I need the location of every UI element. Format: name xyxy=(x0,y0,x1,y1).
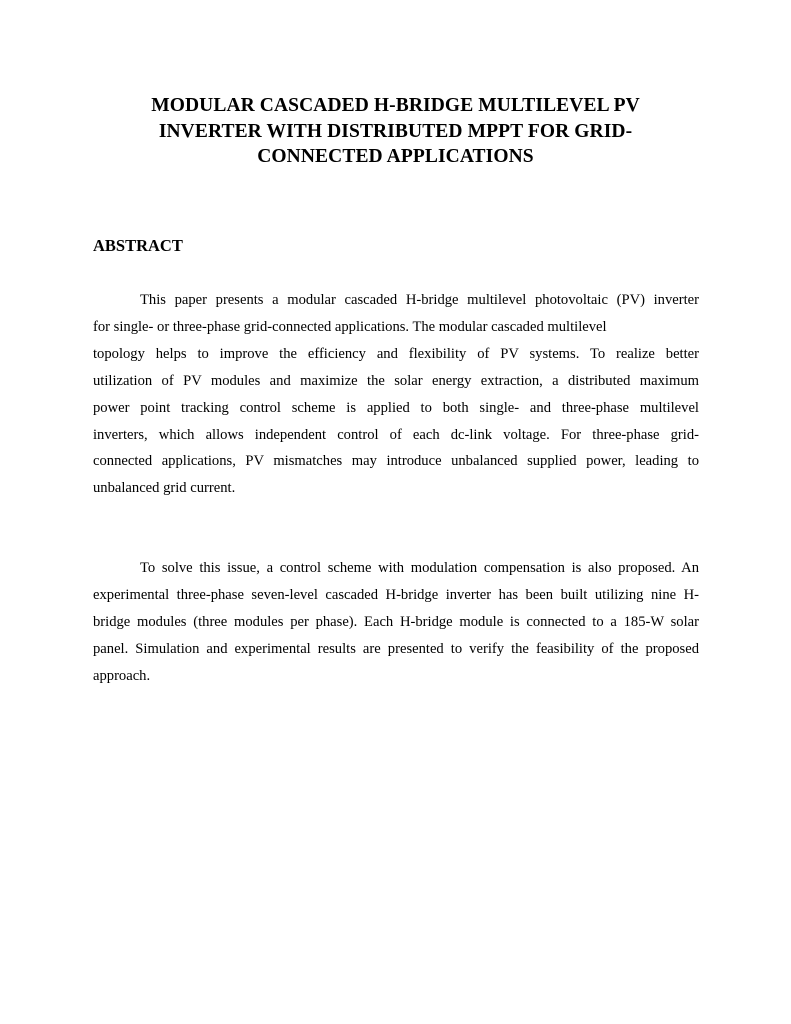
paragraph-2-line-2: experimental three-phase seven-level cascaded H-bridge inverter has been built utilizing nine H- xyxy=(93,586,699,603)
paragraph-1-line-4: utilization of PV modules and maximize the solar energy extraction, a distributed maximum xyxy=(93,372,699,389)
title-line-3: CONNECTED APPLICATIONS xyxy=(257,146,534,167)
paragraph-2-line-1: To solve this issue, a control scheme with modulation compensation is also proposed. An xyxy=(140,560,699,576)
paragraph-2-line-4: panel. Simulation and experimental results are presented to verify the feasibility of the proposed xyxy=(93,640,699,657)
paragraph-1-line-2: for single- or three-phase grid-connected applications. The modular cascaded multilevel xyxy=(93,318,607,335)
paragraph-1-line-8: unbalanced grid current. xyxy=(93,480,236,497)
paragraph-1-line-7: connected applications, PV mismatches may introduce unbalanced supplied power, leading to xyxy=(93,453,699,470)
paragraph-1-line-3: topology helps to improve the efficiency and flexibility of PV systems. To realize better xyxy=(93,345,699,362)
title-line-1: MODULAR CASCADED H-BRIDGE MULTILEVEL PV xyxy=(151,95,640,116)
paragraph-2-line-3: bridge modules (three modules per phase). Each H-bridge module is connected to a 185-W solar xyxy=(93,613,699,630)
paragraph-2-line-5: approach. xyxy=(93,667,151,684)
abstract-heading: ABSTRACT xyxy=(93,236,183,255)
paragraph-1-line-5: power point tracking control scheme is applied to both single- and three-phase multilevel xyxy=(93,399,699,416)
abstract-paragraph-2 xyxy=(93,555,699,690)
paragraph-1-line-1: This paper presents a modular cascaded H-bridge multilevel photovoltaic (PV) inverter xyxy=(140,292,699,308)
paper-title xyxy=(93,93,698,170)
title-line-2: INVERTER WITH DISTRIBUTED MPPT FOR GRID- xyxy=(158,120,633,142)
abstract-paragraph-1 xyxy=(93,287,699,502)
paragraph-1-line-6: inverters, which allows independent control of each dc-link voltage. For three-phase grid- xyxy=(93,426,699,443)
